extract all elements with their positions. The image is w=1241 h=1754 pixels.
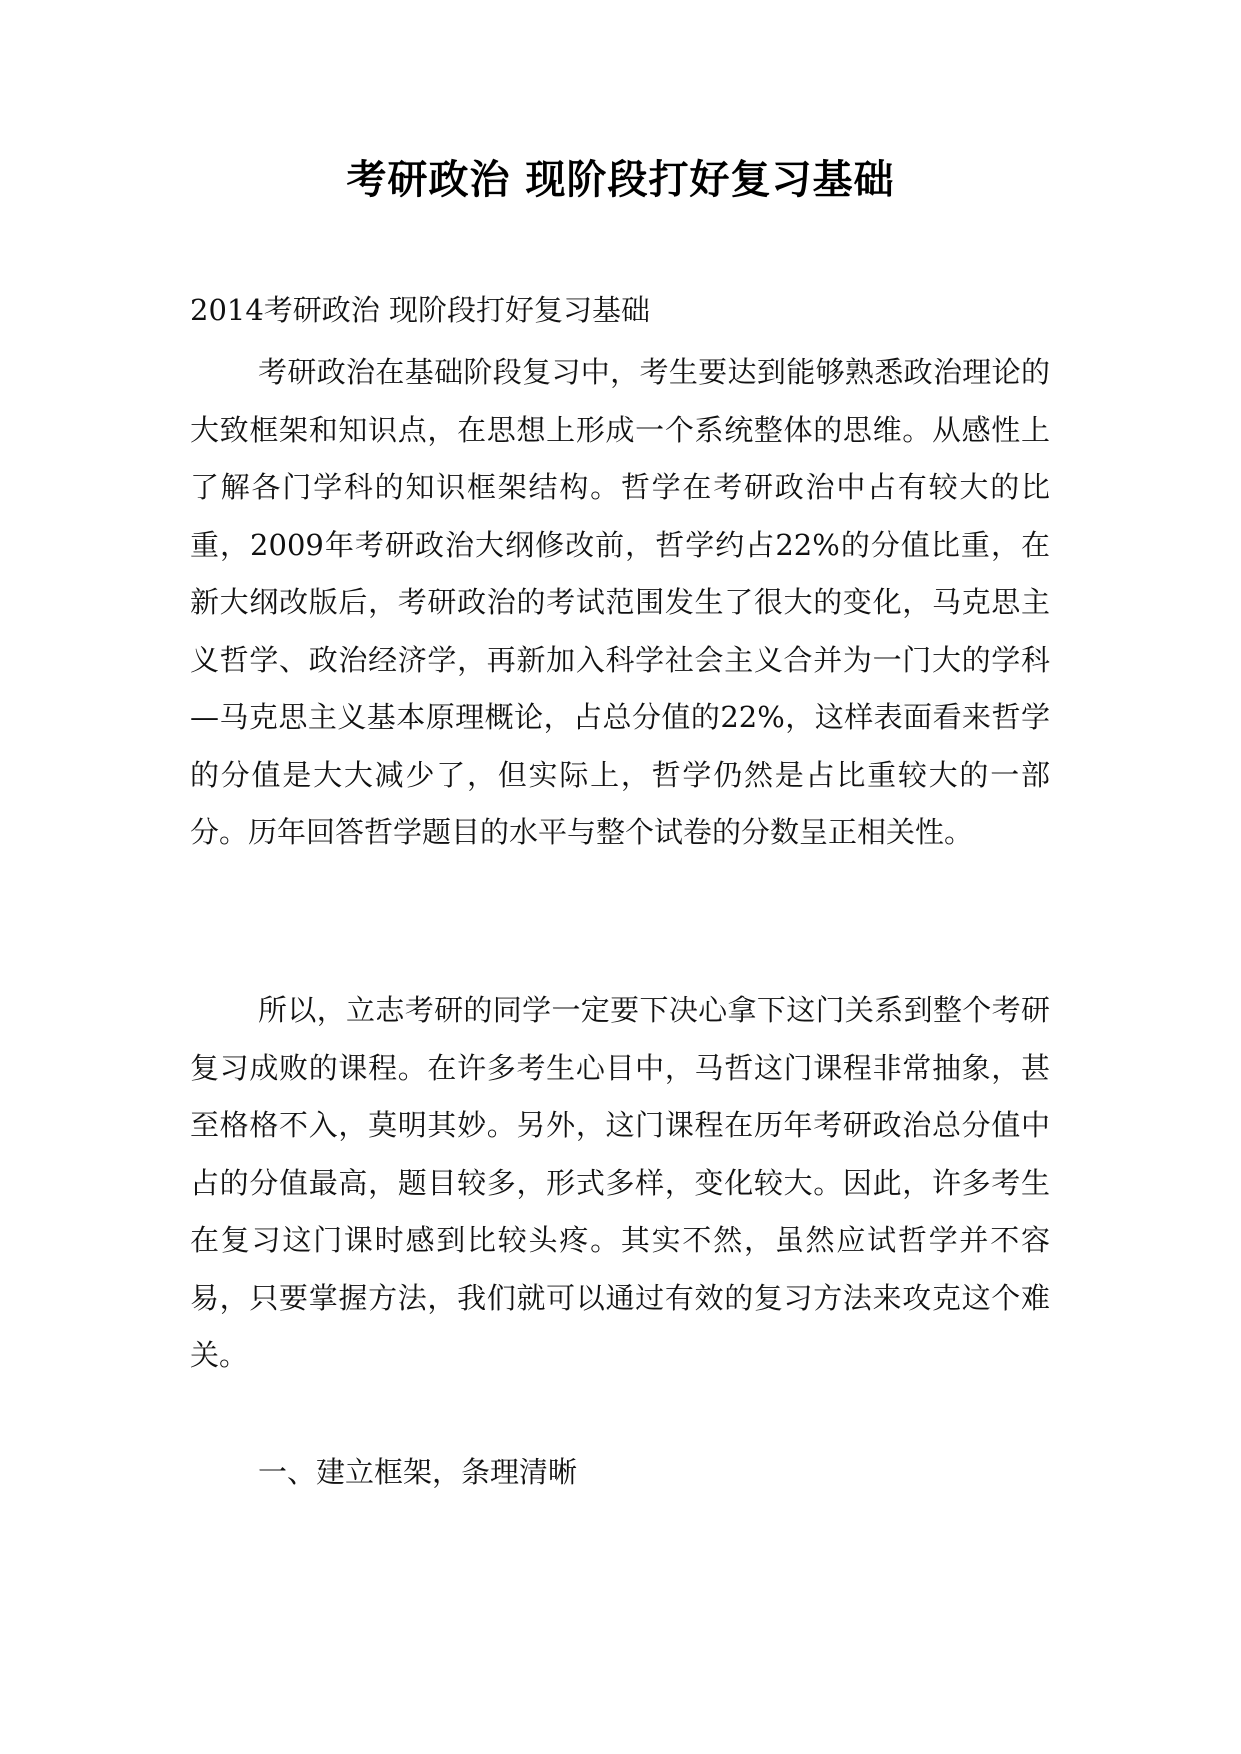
paragraph-1: 考研政治在基础阶段复习中，考生要达到能够熟悉政治理论的大致框架和知识点，在思想上形成一个系统整体的思维。从感性上了解各门学科的知识框架结构。哲学在考研政治中占有较大的比重，2009年考研政治大纲修改前，哲学约占22%的分值比重，在新大纲改版后，考研政治的考试范围发生了很大的变化，马克思主义哲学、政治经济学，再新加入科学社会主义合并为一门大的学科—马克思主义基本原理概论，占总分值的22%，这样表面看来哲学的分值是大大减少了，但实际上，哲学仍然是占比重较大的一部分。历年回答哲学题目的水平与整个试卷的分数呈正相关性。 xyxy=(190,355,1050,849)
section-heading: 一、建立框架，条理清晰 xyxy=(258,1455,578,1489)
document-title: 考研政治 现阶段打好复习基础 xyxy=(346,157,895,203)
document-subtitle: 2014考研政治 现阶段打好复习基础 xyxy=(190,293,651,327)
paragraph-2: 所以，立志考研的同学一定要下决心拿下这门关系到整个考研复习成败的课程。在许多考生心目中，马哲这门课程非常抽象，甚至格格不入，莫明其妙。另外，这门课程在历年考研政治总分值中占的分值最高，题目较多，形式多样，变化较大。因此，许多考生在复习这门课时感到比较头疼。其实不然，虽然应试哲学并不容易，只要掌握方法，我们就可以通过有效的复习方法来攻克这个难关。 xyxy=(190,993,1050,1372)
